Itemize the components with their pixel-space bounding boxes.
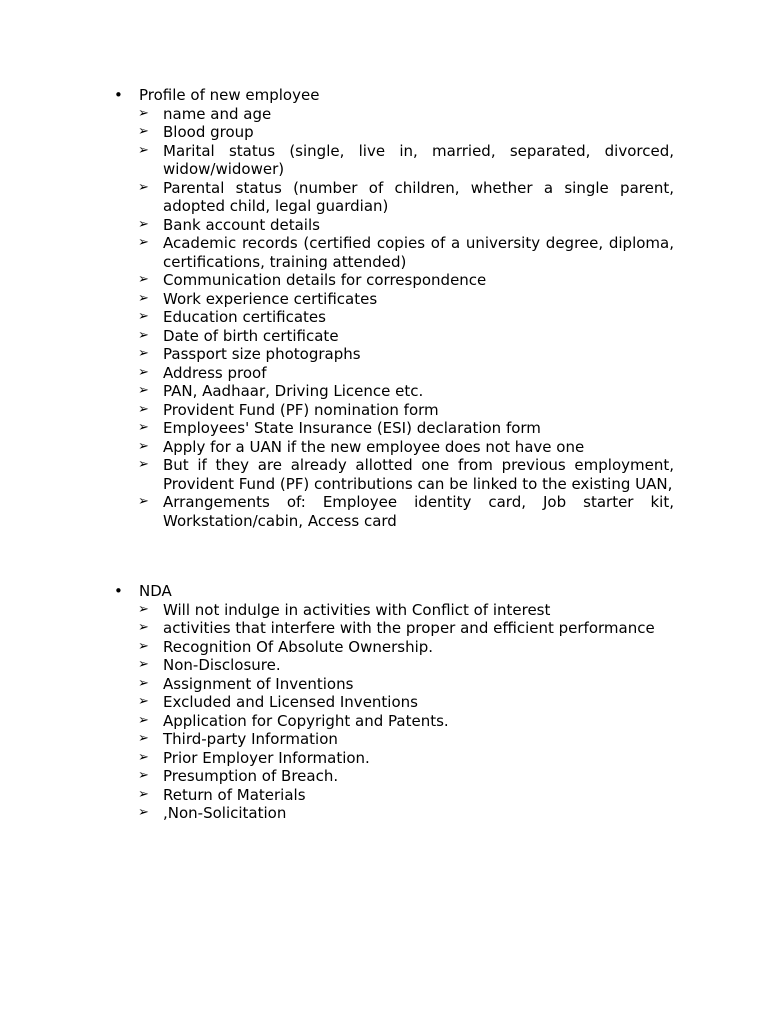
arrow-bullet-icon: ➢	[138, 364, 149, 380]
arrow-bullet-icon: ➢	[138, 768, 149, 783]
list-item	[0, 308, 674, 327]
list-item	[0, 327, 674, 346]
list-item	[0, 767, 674, 786]
list-item	[0, 638, 674, 657]
list-item-text: ,Non-Solicitation	[163, 804, 287, 822]
arrow-bullet-icon: ➢	[138, 805, 149, 820]
arrow-bullet-icon: ➢	[138, 346, 149, 361]
arrow-bullet-icon: ➢	[138, 694, 149, 709]
arrow-bullet-icon: ➢	[138, 142, 149, 158]
section-nda	[0, 582, 768, 823]
list-item-text: Blood group	[163, 123, 254, 141]
arrow-bullet-icon: ➢	[138, 235, 149, 250]
list-item	[0, 749, 674, 768]
arrow-bullet-icon: ➢	[138, 383, 149, 398]
arrow-bullet-icon: ➢	[138, 786, 149, 802]
arrow-bullet-icon: ➢	[138, 601, 149, 617]
list-item	[0, 804, 674, 823]
list-item-text: Marital status (single, live in, married, separated, divorced, widow/widower)	[163, 141, 674, 178]
list-item-text: But if they are already allotted one from previous employment, Provident Fund (PF) contributions can be linked to the existing UAN,	[163, 456, 674, 493]
profile-item-list	[0, 105, 768, 531]
list-item-text: Third-party Information	[163, 730, 338, 748]
list-item-text: PAN, Aadhaar, Driving Licence etc.	[163, 382, 424, 400]
list-item	[0, 123, 674, 142]
list-item-text: Excluded and Licensed Inventions	[163, 693, 418, 711]
section-heading-row	[0, 86, 768, 105]
arrow-bullet-icon: ➢	[138, 290, 149, 306]
arrow-bullet-icon: ➢	[138, 401, 149, 417]
arrow-bullet-icon: ➢	[138, 309, 149, 324]
list-item	[0, 693, 674, 712]
list-item	[0, 656, 674, 675]
list-item-text: Apply for a UAN if the new employee does not have one	[163, 437, 585, 456]
list-item	[0, 730, 674, 749]
arrow-bullet-icon: ➢	[138, 749, 149, 765]
list-item	[0, 712, 674, 731]
list-item	[0, 142, 674, 179]
arrow-bullet-icon: ➢	[138, 620, 149, 635]
arrow-bullet-icon: ➢	[138, 105, 149, 121]
arrow-bullet-icon: ➢	[138, 675, 149, 691]
list-item	[0, 290, 674, 309]
arrow-bullet-icon: ➢	[138, 638, 149, 654]
section-heading: NDA	[139, 582, 172, 600]
arrow-bullet-icon: ➢	[138, 216, 149, 232]
list-item	[0, 179, 674, 216]
list-item-text: Employees' State Insurance (ESI) declaration form	[163, 419, 541, 437]
list-item-text: Recognition Of Absolute Ownership.	[163, 637, 434, 656]
list-item-text: Arrangements of: Employee identity card, Job starter kit, Workstation/cabin, Access card	[163, 493, 674, 530]
list-item	[0, 105, 674, 124]
list-item	[0, 234, 674, 271]
list-item	[0, 601, 674, 620]
arrow-bullet-icon: ➢	[138, 712, 149, 728]
list-item	[0, 675, 674, 694]
list-item-text: Non-Disclosure.	[163, 656, 281, 674]
list-item-text: name and age	[163, 104, 272, 123]
list-item-text: Date of birth certificate	[163, 326, 339, 345]
list-item-text: Application for Copyright and Patents.	[163, 711, 449, 730]
list-item-text: Provident Fund (PF) nomination form	[163, 400, 439, 419]
list-item-text: Will not indulge in activities with Conflict of interest	[163, 600, 551, 619]
list-item	[0, 216, 674, 235]
arrow-bullet-icon: ➢	[138, 457, 149, 472]
list-item-text: Passport size photographs	[163, 345, 361, 363]
list-item-text: Communication details for correspondence	[163, 271, 487, 289]
list-item	[0, 401, 674, 420]
arrow-bullet-icon: ➢	[138, 420, 149, 435]
list-item	[0, 419, 674, 438]
list-item	[0, 382, 674, 401]
list-item	[0, 786, 674, 805]
list-item-text: activities that interfere with the proper and efficient performance	[163, 619, 655, 637]
list-item-text: Presumption of Breach.	[163, 767, 339, 785]
nda-item-list	[0, 601, 768, 823]
bullet-icon: •	[114, 582, 123, 600]
list-item-text: Parental status (number of children, whether a single parent, adopted child, legal guardian)	[163, 178, 674, 215]
list-item	[0, 345, 674, 364]
arrow-bullet-icon: ➢	[138, 124, 149, 139]
list-item-text: Return of Materials	[163, 785, 306, 804]
list-item	[0, 619, 674, 638]
list-item-text: Bank account details	[163, 215, 320, 234]
list-item-text: Assignment of Inventions	[163, 674, 354, 693]
arrow-bullet-icon: ➢	[138, 272, 149, 287]
bullet-icon: •	[114, 86, 123, 104]
arrow-bullet-icon: ➢	[138, 327, 149, 343]
arrow-bullet-icon: ➢	[138, 494, 149, 509]
arrow-bullet-icon: ➢	[138, 179, 149, 195]
list-item	[0, 438, 674, 457]
list-item-text: Address proof	[163, 363, 267, 382]
arrow-bullet-icon: ➢	[138, 438, 149, 454]
section-heading-row	[0, 582, 768, 601]
list-item	[0, 456, 674, 493]
list-item-text: Prior Employer Information.	[163, 748, 370, 767]
list-item	[0, 493, 674, 530]
list-item-text: Education certificates	[163, 308, 326, 326]
list-item	[0, 364, 674, 383]
section-heading: Profile of new employee	[139, 86, 320, 104]
arrow-bullet-icon: ➢	[138, 657, 149, 672]
section-profile	[0, 86, 768, 530]
list-item-text: Work experience certificates	[163, 289, 378, 308]
list-item-text: Academic records (certified copies of a university degree, diploma, certifications, training attended)	[163, 234, 674, 271]
arrow-bullet-icon: ➢	[138, 731, 149, 746]
list-item	[0, 271, 674, 290]
